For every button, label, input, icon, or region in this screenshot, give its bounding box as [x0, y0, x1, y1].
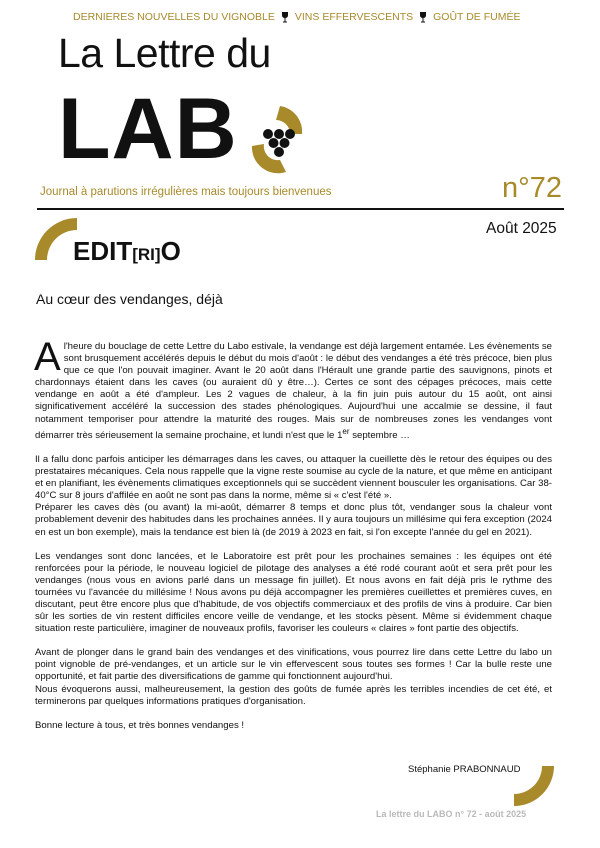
paragraph-1 — [34, 335, 552, 442]
edito-prefix: EDIT — [73, 236, 133, 266]
edito-subtitle: Au cœur des vendanges, déjà — [36, 291, 223, 307]
paragraph-5: Bonne lecture à tous, et très bonnes vendanges ! — [35, 719, 245, 731]
paragraph-4b-text: Nous évoquerons aussi, malheureusement, la gestion des goûts de fumée après les terribles incendies de cet été, et terminerons par quelques informations pratiques d'organisation. — [35, 683, 552, 707]
drop-cap: A — [34, 335, 61, 379]
paragraph-2 — [35, 454, 552, 539]
nav-item-fumee[interactable]: GOÛT DE FUMÉE — [433, 11, 521, 23]
top-nav — [73, 11, 520, 23]
wine-glass-icon — [419, 12, 427, 23]
header-divider — [37, 208, 564, 210]
footer-arc-icon — [510, 764, 556, 808]
issue-number: n°72 — [502, 172, 562, 204]
paragraph-4 — [35, 647, 552, 707]
masthead-title-line2: LAB — [58, 81, 238, 177]
paragraph-1-tail: septembre … — [349, 429, 410, 441]
nav-item-effervescents[interactable]: VINS EFFERVESCENTS — [294, 11, 414, 23]
nav-item-vignoble[interactable]: DERNIERES NOUVELLES DU VIGNOBLE — [73, 11, 275, 23]
wine-glass-icon — [281, 12, 289, 23]
signature: Stéphanie PRABONNAUD — [408, 764, 521, 775]
paragraph-3: Les vendanges sont donc lancées, et le Laboratoire est prêt pour les prochaines semaines : les équipes ont été renforcées pour la période, le nouveau logiciel de pilotage des analyses a été rodé courant août et sera prêt pour les vendanges (nous vous en avions parlé dans un message fin juillet). Et nous avons en fait déjà pris le rythme des tournées vu l'avancée du millésime ! Nous avons pu déjà accompagner les premières cueillettes et premières cuves, en discutant, peut être encore plus que d'habitude, de vos objectifs commerciaux et des profils de vins à produire. Car bien sûr les sorties de vin restent difficiles encore veille de vendange, et les stocks pèsent. Même si évidemment chaque situation reste particulière, imaginer de nouveaux profils, favoriser les couleurs « claires » font partie des objectifs. — [35, 550, 552, 635]
paragraph-4-text: Avant de plonger dans le grand bain des vendanges et des vinifications, vous pourrez lire dans cette Lettre du labo un point vignoble de pré-vendanges, et un article sur le vin effervescent sous toutes ses formes ! Car la bulle reste une opportunité, et fait partie des diversifications de gamme qui fonctionnent aujourd'hui. — [35, 647, 552, 683]
page-footer: La lettre du LABO n° 72 - août 2025 — [376, 809, 527, 819]
edito-heading — [73, 236, 181, 267]
ordinal-superscript: er — [342, 426, 350, 436]
masthead-title-line1: La Lettre du — [58, 30, 271, 76]
edito-bracket: [RI] — [132, 245, 161, 264]
grape-logo-icon — [246, 102, 308, 176]
issue-date: Août 2025 — [486, 220, 557, 237]
article-body — [34, 335, 552, 744]
edito-suffix: O — [160, 236, 181, 266]
paragraph-1-text: l'heure du bouclage de cette Lettre du Labo estivale, la vendange est déjà largement entamée. Les évènements se sont brusquement accélérés depuis le début du mois d'août : le début des vendanges a été très précoce, bien plus que ce que l'on pouvait imaginer. Avant le 20 août dans l'Hérault une grande partie des sauvignons, pinots et chardonnays étaient dans les caves (ou auraient dû y être…). Certes ce sont des cépages précoces, mais cette vendange en août a été d'ampleur. Les 2 vagues de chaleur, à la fin juin puis autour du 15 août, ont ainsi significativement accéléré la succession des stades phénologiques. Aujourd'hui une accalmie se dessine, il faut notamment temporiser pour attendre la maturité des rouges. Mais sur de nombreuses zones les vendanges vont démarrer très sérieusement la semaine prochaine, et lundi n'est que le 1 — [35, 341, 552, 441]
tagline: Journal à parutions irrégulières mais toujours bienvenues — [40, 186, 332, 198]
paragraph-2b-text: Préparer les caves dès (ou avant) la mi-août, démarrer 8 temps et donc plus tôt, vendanger sous la chaleur vont probablement devenir des habitudes dans les prochaines années. Il y aura toujours un millésime qui fera exception (2024 en est un bon exemple), mais la tendance est bien là (de 2019 à 2023 en fait, si l'on excepte l'année du gel en 2021). — [35, 502, 552, 538]
paragraph-2-text: Il a fallu donc parfois anticiper les démarrages dans les caves, ou attaquer la cueillette dès le retour des équipes ou des prestataires mécaniques. Cela nous rappelle que la vigne reste soumise au cycle de la nature, et que même en anticipant et en planifiant, les évènements climatiques exceptionnels qui se succèdent viennent bousculer les organisations. Car 38-40°C sur 8 jours d'affilée en août ne sont pas dans la norme, même si « c'est l'été ». — [35, 453, 552, 502]
